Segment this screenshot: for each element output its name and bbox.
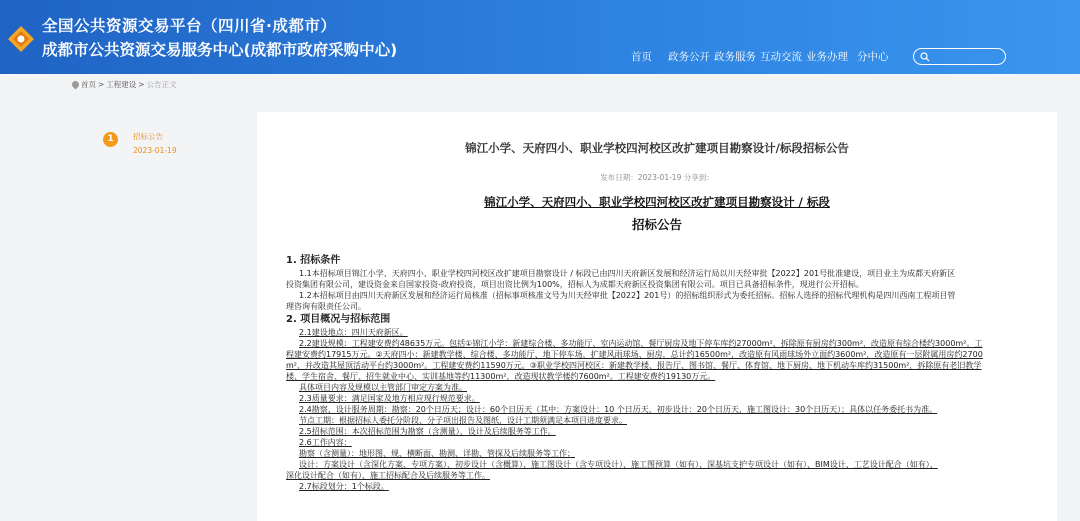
body-line: 程建安费约17915万元。②天府四小：新建教学楼、综合楼、多功能厅、地下停车场，扩建风雨球场、厨房，总计约16500m²，改造原有风雨球场外立面约3600m²，改造原有一层附属用房约2700 (286, 350, 983, 359)
location-pin-icon (71, 80, 81, 90)
body-line: 2.7标段划分：1个标段。 (299, 482, 389, 491)
site-header (0, 0, 1080, 74)
body-line: 勘察（含测量）：地形图、规、横断面、勘测、详勘、管探及后续服务等工作； (299, 449, 575, 458)
breadcrumb-sep: > (98, 80, 105, 89)
section-heading: 1. 招标条件 (286, 255, 341, 266)
body-line: 2.1建设地点：四川天府新区。 (299, 328, 408, 337)
nav-home[interactable]: 首页 (631, 51, 652, 63)
body-line: 深化设计配合（如有）、施工招标配合及后续服务等工作。 (286, 471, 490, 480)
announcement-body (286, 253, 1021, 492)
doc-subtitle-text: 锦江小学、天府四小、职业学校四河校区改扩建项目勘察设计 / 标段 (484, 195, 830, 209)
body-line: 理咨询有限责任公司。 (286, 302, 366, 311)
nav-gov-affairs[interactable]: 政务公开 (668, 51, 710, 63)
section-heading: 2. 项目概况与招标范围 (286, 314, 391, 325)
body-line: 2.5招标范围：本次招标范围为勘察（含测量）、设计及后续服务等工作。 (299, 427, 556, 436)
search-icon[interactable] (920, 52, 930, 62)
doc-subtitle (257, 194, 1057, 210)
nav-interaction[interactable]: 互动交流 (760, 51, 802, 63)
body-line: 楼、学生宿舍、餐厅、招生就业中心、实训基地等约11300m²，改造现状教学楼约7600m²。工程建安费约19130万元。 (286, 372, 716, 381)
timeline-step-badge[interactable]: 1 (103, 132, 118, 147)
nav-gov-services[interactable]: 政务服务 (714, 51, 756, 63)
body-line: 1.1本招标项目锦江小学、天府四小、职业学校四河校区改扩建项目勘察设计 / 标段已由四川天府新区发展和经济运行局以川天经审批【2022】201号批准建设，项目业主为成都天府新区 (299, 269, 956, 278)
announcement-panel (257, 112, 1057, 521)
breadcrumb-sep: > (138, 80, 145, 89)
logo-icon (6, 24, 36, 54)
publish-meta: 发布日期：2023-01-19 分享到： (600, 173, 714, 182)
breadcrumb-engineering[interactable]: 工程建设 (106, 80, 137, 89)
site-title-line1: 全国公共资源交易平台（四川省·成都市） (42, 17, 337, 35)
body-line: m²，并改造其屋顶活动平台约3000m²。工程建安费约11590万元。③职业学校四河校区：新建教学楼、报告厅、图书馆、餐厅、体育馆、地下厨房、地下机动车库约31500m²，拆除原有老旧教学 (286, 361, 982, 370)
body-line: 节点工期：根据招标人委托分阶段、分子项出报告及图纸，设计工期须满足本项目进度要求。 (299, 416, 627, 425)
timeline-step-label[interactable]: 招标公告 (133, 132, 163, 141)
body-line: 2.2建设规模：工程建安费约48635万元。包括①锦江小学：新建综合楼、多功能厅、室内运动馆、餐厅厨房及地下停车库约27000m²，拆除原有厨房约300m²，改造原有综合楼约3000m²。工 (299, 339, 983, 348)
body-line: 2.4勘察、设计服务周期：勘察：20个日历天；设计：60个日历天（其中：方案设计：10 个日历天，初步设计：20个日历天，施工图设计：30个日历天）；具体以任务委托书为准。 (299, 405, 938, 414)
doc-heading: 招标公告 (631, 217, 682, 232)
body-line: 设计：方案设计（含深化方案、专项方案）、初步设计（含概算）、施工图设计（含专项设计）、施工图预算（如有）、深基坑支护专项设计（如有）、BIM设计、工艺设计配合（如有）、 (299, 460, 938, 469)
breadcrumb (72, 79, 179, 90)
body-line: 投资集团有限公司，建设资金来自国家投资-政府投资，项目出资比例为100%，招标人为成都天府新区投资集团有限公司。项目已具备招标条件，现进行公开招标。 (286, 280, 864, 289)
body-line: 2.6工作内容： (299, 438, 352, 447)
page-title: 锦江小学、天府四小、职业学校四河校区改扩建项目勘察设计/标段招标公告 (465, 141, 849, 155)
body-line: 2.3质量要求：满足国家及地方相应现行规范要求。 (299, 394, 480, 403)
body-line: 具体项目内容及规模以主管部门审定方案为准。 (299, 383, 467, 392)
breadcrumb-home[interactable]: 首页 (81, 80, 96, 89)
body-line: 1.2本招标项目由四川天府新区发展和经济运行局核准（招标事项核准文号为川天经审批【2022】201号）的招标组织形式为委托招标。招标人选择的招标代理机构是四川西南工程项目管 (299, 291, 956, 300)
search-input[interactable] (913, 48, 1006, 65)
site-title-line2: 成都市公共资源交易服务中心(成都市政府采购中心) (42, 41, 398, 59)
timeline-step-date: 2023-01-19 (133, 146, 177, 155)
nav-sub-center[interactable]: 分中心 (857, 51, 889, 63)
nav-business[interactable]: 业务办理 (806, 51, 848, 63)
breadcrumb-current: 公告正文 (146, 80, 177, 89)
